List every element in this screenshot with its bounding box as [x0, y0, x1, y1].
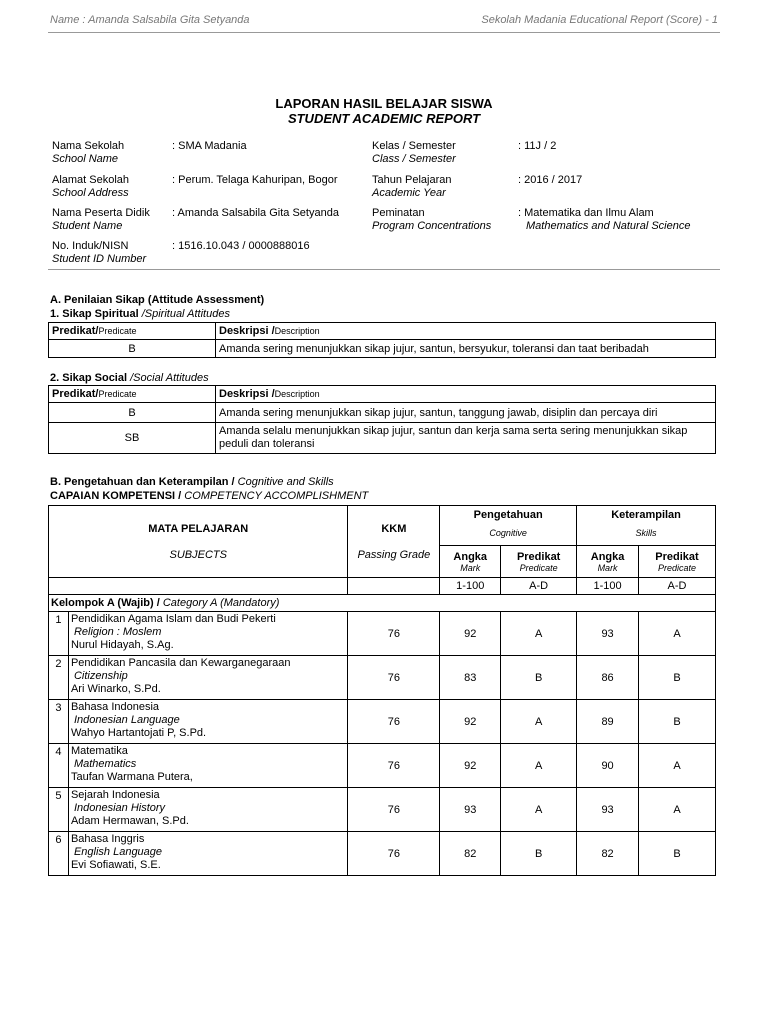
- skills-mark-cell: 82: [577, 832, 639, 876]
- skills-mark-cell: 89: [577, 700, 639, 744]
- subject-number: 4: [49, 744, 69, 788]
- student-id-label: No. Induk/NISN Student ID Number: [52, 240, 147, 265]
- knowledge-header: Pengetahuan Cognitive: [440, 506, 577, 546]
- subject-number: 1: [49, 612, 69, 656]
- school-name-value: : SMA Madania: [172, 140, 247, 152]
- program-label: Peminatan Program Concentrations: [372, 207, 492, 232]
- kkm-cell: 76: [348, 612, 440, 656]
- section-b-title: B. Pengetahuan dan Keterampilan / Cognitive and Skills: [50, 476, 334, 488]
- subject-number: 2: [49, 656, 69, 700]
- social-attitude-table: [48, 385, 716, 454]
- skills-predicate-cell: B: [639, 656, 716, 700]
- knowledge-predicate-cell: A: [501, 788, 577, 832]
- subject-cell: Bahasa Inggris English Language Evi Sofiawati, S.E.: [68, 832, 347, 876]
- school-name-label: Nama Sekolah School Name: [52, 140, 125, 165]
- knowledge-predicate-cell: B: [501, 656, 577, 700]
- knowledge-predicate-cell: A: [501, 612, 577, 656]
- table-header-row: [49, 386, 716, 403]
- kkm-cell: 76: [348, 744, 440, 788]
- kkm-cell: 76: [348, 656, 440, 700]
- subject-number: 5: [49, 788, 69, 832]
- category-cell: Kelompok A (Wajib) / Category A (Mandatory): [49, 595, 716, 612]
- description-cell: Amanda sering menunjukkan sikap jujur, santun, bersyukur, toleransi dan taat beribadah: [216, 340, 716, 358]
- table-row: [49, 832, 716, 876]
- subject-number: 6: [49, 832, 69, 876]
- competency-table: [48, 505, 716, 876]
- program-value: : Matematika dan Ilmu Alam Mathematics and Natural Science: [518, 207, 691, 232]
- skills-mark-cell: 90: [577, 744, 639, 788]
- knowledge-mark-cell: 92: [440, 744, 501, 788]
- subject-cell: Sejarah Indonesia Indonesian History Adam Hermawan, S.Pd.: [68, 788, 347, 832]
- spiritual-attitude-table: [48, 322, 716, 358]
- knowledge-predicate-header: Predikat Predicate: [501, 546, 577, 578]
- description-header: Deskripsi /Description: [216, 386, 716, 403]
- range-row: [49, 578, 716, 595]
- section-a-title: A. Penilaian Sikap (Attitude Assessment): [50, 294, 265, 306]
- skills-predicate-cell: A: [639, 788, 716, 832]
- table-row: [49, 423, 716, 454]
- table-row: [49, 340, 716, 358]
- knowledge-mark-cell: 92: [440, 700, 501, 744]
- range-empty-cell: [348, 578, 440, 595]
- predicate-header: Predikat/Predicate: [49, 323, 216, 340]
- subject-cell: Pendidikan Agama Islam dan Budi Pekerti Religion : Moslem Nurul Hidayah, S.Ag.: [68, 612, 347, 656]
- knowledge-predicate-cell: A: [501, 744, 577, 788]
- knowledge-predicate-cell: A: [501, 700, 577, 744]
- predicate-cell: B: [49, 403, 216, 423]
- info-divider: [48, 269, 720, 270]
- skills-predicate-cell: A: [639, 612, 716, 656]
- header-divider: [48, 32, 720, 33]
- table-row: [49, 700, 716, 744]
- student-id-value: : 1516.10.043 / 0000888016: [172, 240, 310, 252]
- table-row: [49, 744, 716, 788]
- kkm-cell: 76: [348, 700, 440, 744]
- kkm-cell: 76: [348, 788, 440, 832]
- school-address-label: Alamat Sekolah School Address: [52, 174, 130, 199]
- skills-predicate-cell: B: [639, 832, 716, 876]
- table-row: [49, 788, 716, 832]
- skills-header: Keterampilan Skills: [577, 506, 716, 546]
- knowledge-mark-cell: 82: [440, 832, 501, 876]
- knowledge-mark-cell: 92: [440, 612, 501, 656]
- subject-header: MATA PELAJARAN SUBJECTS: [49, 506, 348, 578]
- table-row: [49, 612, 716, 656]
- table-row: [49, 656, 716, 700]
- class-label: Kelas / Semester Class / Semester: [372, 140, 456, 165]
- description-cell: Amanda selalu menunjukkan sikap jujur, santun dan kerja sama serta sering menunjukkan sikap peduli dan toleransi: [216, 423, 716, 454]
- header-report-title: Sekolah Madania Educational Report (Score) - 1: [481, 14, 718, 26]
- skills-mark-header: Angka Mark: [577, 546, 639, 578]
- category-row: [49, 595, 716, 612]
- kkm-cell: 76: [348, 832, 440, 876]
- skills-predicate-header: Predikat Predicate: [639, 546, 716, 578]
- subject-cell: Matematika Mathematics Taufan Warmana Putera,: [68, 744, 347, 788]
- range-empty-cell: [49, 578, 348, 595]
- report-subtitle: STUDENT ACADEMIC REPORT: [287, 111, 481, 126]
- header-student-name: Name : Amanda Salsabila Gita Setyanda: [50, 14, 250, 26]
- knowledge-mark-cell: 83: [440, 656, 501, 700]
- table-header-row: [49, 323, 716, 340]
- predicate-header: Predikat/Predicate: [49, 386, 216, 403]
- skills-predicate-range: A-D: [639, 578, 716, 595]
- subject-cell: Pendidikan Pancasila dan Kewarganegaraan Citizenship Ari Winarko, S.Pd.: [68, 656, 347, 700]
- academic-year-value: : 2016 / 2017: [518, 174, 583, 186]
- predicate-cell: SB: [49, 423, 216, 454]
- subject-number: 3: [49, 700, 69, 744]
- student-name-value: : Amanda Salsabila Gita Setyanda: [172, 207, 339, 219]
- academic-year-label: Tahun Pelajaran Academic Year: [372, 174, 452, 199]
- skills-mark-cell: 93: [577, 612, 639, 656]
- skills-mark-cell: 86: [577, 656, 639, 700]
- knowledge-predicate-cell: B: [501, 832, 577, 876]
- predicate-cell: B: [49, 340, 216, 358]
- class-value: : 11J / 2: [518, 140, 557, 152]
- skills-predicate-cell: A: [639, 744, 716, 788]
- knowledge-mark-range: 1-100: [440, 578, 501, 595]
- spiritual-title: 1. Sikap Spiritual /Spiritual Attitudes: [50, 308, 230, 320]
- social-title: 2. Sikap Social /Social Attitudes: [50, 372, 209, 384]
- kkm-header: KKM Passing Grade: [348, 506, 440, 578]
- knowledge-mark-cell: 93: [440, 788, 501, 832]
- table-header-row: [49, 506, 716, 546]
- skills-predicate-cell: B: [639, 700, 716, 744]
- section-b-subtitle: CAPAIAN KOMPETENSI / COMPETENCY ACCOMPLISHMENT: [50, 490, 369, 502]
- knowledge-predicate-range: A-D: [501, 578, 577, 595]
- description-header: Deskripsi /Description: [216, 323, 716, 340]
- student-name-label: Nama Peserta Didik Student Name: [52, 207, 150, 232]
- table-row: [49, 403, 716, 423]
- skills-mark-range: 1-100: [577, 578, 639, 595]
- skills-mark-cell: 93: [577, 788, 639, 832]
- report-title: LAPORAN HASIL BELAJAR SISWA: [275, 96, 493, 111]
- description-cell: Amanda sering menunjukkan sikap jujur, santun, tanggung jawab, disiplin dan percaya diri: [216, 403, 716, 423]
- knowledge-mark-header: Angka Mark: [440, 546, 501, 578]
- school-address-value: : Perum. Telaga Kahuripan, Bogor: [172, 174, 338, 186]
- subject-cell: Bahasa Indonesia Indonesian Language Wahyo Hartantojati P, S.Pd.: [68, 700, 347, 744]
